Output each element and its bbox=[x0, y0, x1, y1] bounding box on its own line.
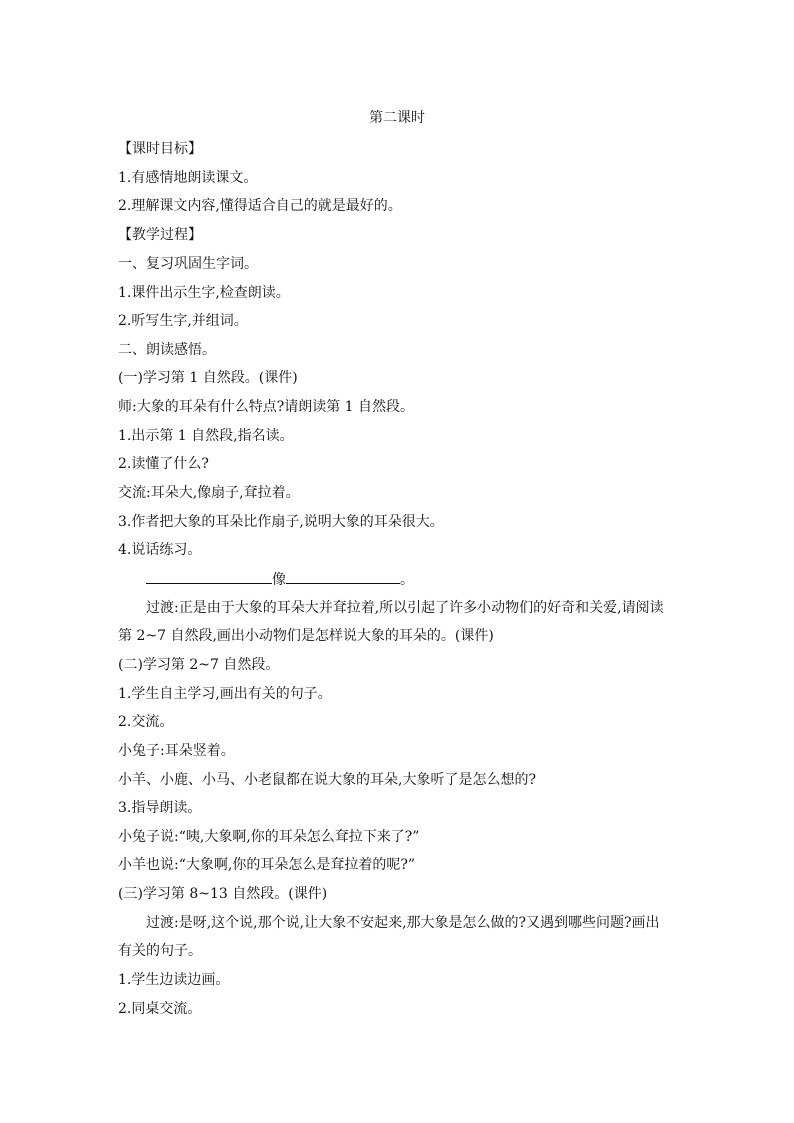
part-heading-2: 二、朗读感悟。 bbox=[118, 342, 216, 358]
section-heading-process: 【教学过程】 bbox=[118, 227, 202, 243]
fill-connector: 像 bbox=[272, 572, 286, 588]
paragraph: 过渡:正是由于大象的耳朵大并耷拉着,所以引起了许多小动物们的好奇和关爱,请阅读 bbox=[146, 600, 664, 616]
list-item: 1.学生自主学习,画出有关的句子。 bbox=[118, 686, 332, 702]
goal-item-1: 1.有感情地朗读课文。 bbox=[118, 170, 258, 186]
paragraph: 小羊也说:“大象啊,你的耳朵怎么是耷拉着的呢?” bbox=[118, 857, 415, 873]
goal-item-2: 2.理解课文内容,懂得适合自己的就是最好的。 bbox=[118, 198, 402, 214]
paragraph: 有关的句子。 bbox=[118, 943, 202, 959]
list-item: 2.同桌交流。 bbox=[118, 1001, 202, 1017]
paragraph: 交流:耳朵大,像扇子,耷拉着。 bbox=[118, 485, 300, 501]
paragraph: 师:大象的耳朵有什么特点?请朗读第 1 自然段。 bbox=[118, 399, 415, 415]
paragraph: 第 2~7 自然段,画出小动物们是怎样说大象的耳朵的。(课件) bbox=[118, 628, 494, 644]
paragraph: 过渡:是呀,这个说,那个说,让大象不安起来,那大象是怎么做的?又遇到哪些问题?画出 bbox=[146, 915, 660, 931]
part-heading-1: 一、复习巩固生字词。 bbox=[118, 256, 258, 272]
subsection-heading-2: (二)学习第 2~7 自然段。 bbox=[118, 657, 280, 673]
list-item: 3.指导朗读。 bbox=[118, 800, 202, 816]
paragraph: 小兔子:耳朵竖着。 bbox=[118, 743, 235, 759]
blank-field bbox=[146, 569, 272, 584]
list-item: 2.听写生字,并组词。 bbox=[118, 313, 248, 329]
list-item: 1.学生边读边画。 bbox=[118, 972, 230, 988]
list-item: 2.交流。 bbox=[118, 714, 174, 730]
list-item: 2.读懂了什么? bbox=[118, 456, 209, 472]
paragraph: 小羊、小鹿、小马、小老鼠都在说大象的耳朵,大象听了是怎么想的? bbox=[118, 772, 536, 788]
fill-end-mark: 。 bbox=[400, 572, 414, 588]
section-heading-goals: 【课时目标】 bbox=[118, 141, 202, 157]
paragraph: 小兔子说:“咦,大象啊,你的耳朵怎么耷拉下来了?” bbox=[118, 829, 420, 845]
subsection-heading-1: (一)学习第 1 自然段。(课件) bbox=[118, 370, 298, 386]
blank-field bbox=[286, 569, 400, 584]
page-title: 第二课时 bbox=[369, 110, 425, 126]
subsection-heading-3: (三)学习第 8~13 自然段。(课件) bbox=[118, 886, 328, 902]
list-item: 1.课件出示生字,检查朗读。 bbox=[118, 285, 290, 301]
list-item: 4.说话练习。 bbox=[118, 542, 202, 558]
list-item: 3.作者把大象的耳朵比作扇子,说明大象的耳朵很大。 bbox=[118, 514, 444, 530]
list-item: 1.出示第 1 自然段,指名读。 bbox=[118, 428, 294, 444]
fill-in-blank-line bbox=[146, 569, 716, 590]
